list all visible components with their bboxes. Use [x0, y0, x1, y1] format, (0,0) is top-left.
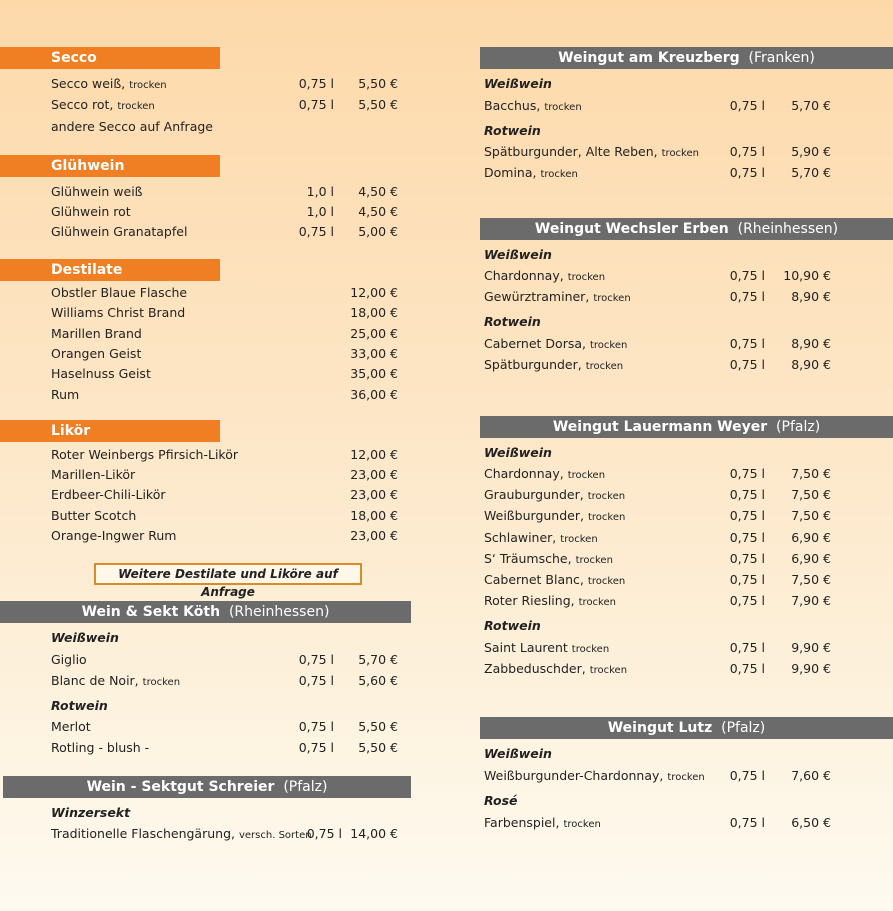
- wine-category: Winzersekt: [51, 805, 131, 820]
- item-name: Secco weiß,: [51, 76, 126, 91]
- producer-name: Weingut Lutz: [607, 720, 713, 736]
- menu-item: [484, 639, 609, 657]
- item-price: 8,90 €: [791, 357, 831, 372]
- producer-region: (Rheinhessen): [220, 604, 330, 620]
- item-note: trocken: [585, 361, 624, 372]
- item-price: 6,90 €: [791, 551, 831, 566]
- item-volume: 1,0 l: [306, 184, 334, 199]
- item-volume: 0,75 l: [729, 530, 765, 545]
- item-name: Domina,: [484, 165, 537, 180]
- menu-item: [51, 75, 167, 93]
- menu-item: [484, 767, 705, 785]
- item-price: 12,00 €: [350, 447, 398, 462]
- item-price: 5,90 €: [791, 144, 831, 159]
- item-volume: 0,75 l: [298, 652, 334, 667]
- item-volume: 0,75 l: [729, 572, 765, 587]
- item-note: trocken: [587, 491, 626, 502]
- item-note: trocken: [661, 148, 699, 159]
- producer-name: Weingut Lauermann Weyer: [552, 419, 768, 435]
- menu-item: [484, 288, 631, 306]
- item-volume: 0,75 l: [729, 815, 765, 830]
- item-volume: 0,75 l: [729, 357, 765, 372]
- item-name: S‘ Träumsche,: [484, 551, 572, 566]
- item-price: 25,00 €: [350, 326, 398, 341]
- producer-region: (Rheinhessen): [728, 221, 839, 237]
- producer-header: [480, 218, 893, 240]
- item-price: 7,50 €: [791, 487, 831, 502]
- item-price: 5,60 €: [358, 673, 398, 688]
- item-note: trocken: [544, 102, 582, 113]
- item-note: trocken: [578, 597, 616, 608]
- producer-header: [480, 416, 893, 438]
- item-note: trocken: [117, 101, 155, 112]
- item-name: Blanc de Noir,: [51, 673, 139, 688]
- item-volume: 0,75 l: [729, 144, 765, 159]
- menu-item: [51, 672, 180, 690]
- wine-category: Rotwein: [51, 698, 108, 713]
- item-name: Farbenspiel,: [484, 815, 560, 830]
- menu-item: [51, 183, 143, 201]
- menu-item: [51, 203, 131, 221]
- item-name: Haselnuss Geist: [51, 366, 151, 381]
- wine-category: Rotwein: [484, 618, 541, 633]
- item-note: trocken: [589, 665, 628, 676]
- item-price: 23,00 €: [350, 467, 398, 482]
- item-volume: 0,75 l: [729, 466, 765, 481]
- item-price: 5,70 €: [358, 652, 398, 667]
- item-name: Gewürztraminer,: [484, 289, 590, 304]
- menu-item: [484, 550, 613, 568]
- item-price: 9,90 €: [791, 661, 831, 676]
- menu-item: [484, 267, 605, 285]
- item-name: Butter Scotch: [51, 508, 137, 523]
- item-note: trocken: [142, 677, 181, 688]
- item-price: 8,90 €: [791, 336, 831, 351]
- producer-region: (Pfalz): [274, 779, 328, 795]
- item-price: 36,00 €: [350, 387, 398, 402]
- item-price: 33,00 €: [350, 346, 398, 361]
- item-price: 5,50 €: [358, 97, 398, 112]
- menu-item: [484, 486, 625, 504]
- item-volume: 0,75 l: [306, 826, 342, 841]
- section-header: Secco: [0, 47, 220, 69]
- item-price: 9,90 €: [791, 640, 831, 655]
- item-volume: 0,75 l: [729, 661, 765, 676]
- menu-item: [51, 96, 155, 114]
- menu-item: [484, 814, 601, 832]
- item-name: Giglio: [51, 652, 87, 667]
- section-header: Destilate: [0, 259, 220, 281]
- menu-item: [51, 386, 79, 404]
- menu-item: [51, 718, 91, 736]
- item-note: trocken: [587, 576, 626, 587]
- item-volume: 0,75 l: [729, 268, 765, 283]
- item-price: 14,00 €: [350, 826, 398, 841]
- wine-category: Rotwein: [484, 123, 541, 138]
- producer-header: [3, 776, 411, 798]
- item-note: versch. Sorten: [238, 830, 312, 841]
- item-volume: 0,75 l: [729, 165, 765, 180]
- producer-name: Weingut am Kreuzberg: [558, 50, 740, 66]
- wine-category: Weißwein: [484, 746, 552, 761]
- menu-item: [484, 335, 627, 353]
- menu-item: [484, 660, 627, 678]
- item-volume: 0,75 l: [298, 76, 334, 91]
- item-name: Orange-Ingwer Rum: [51, 528, 177, 543]
- item-note: trocken: [567, 272, 606, 283]
- item-volume: 0,75 l: [298, 97, 334, 112]
- item-price: 35,00 €: [350, 366, 398, 381]
- item-volume: 0,75 l: [298, 740, 334, 755]
- item-name: Merlot: [51, 719, 91, 734]
- item-note: trocken: [540, 169, 578, 180]
- item-name: Traditionelle Flaschengärung,: [51, 826, 235, 841]
- producer-name: Wein & Sekt Köth: [81, 604, 221, 620]
- producer-region: (Pfalz): [712, 720, 766, 736]
- item-name: Bacchus,: [484, 98, 541, 113]
- producer-header: [480, 717, 893, 739]
- menu-item: [51, 365, 151, 383]
- item-price: 6,50 €: [791, 815, 831, 830]
- item-note: trocken: [560, 534, 598, 545]
- menu-item: [51, 304, 185, 322]
- item-name: Rum: [51, 387, 80, 402]
- item-price: 6,90 €: [791, 530, 831, 545]
- item-price: 7,50 €: [791, 508, 831, 523]
- item-name: Marillen Brand: [51, 326, 142, 341]
- item-price: 5,50 €: [358, 740, 398, 755]
- item-name: Glühwein Granatapfel: [51, 224, 188, 239]
- menu-item: [51, 486, 166, 504]
- item-note: trocken: [129, 80, 167, 91]
- item-note: trocken: [571, 644, 610, 655]
- item-name: Glühwein rot: [51, 204, 131, 219]
- menu-item: [484, 97, 582, 115]
- item-name: Weißburgunder,: [484, 508, 584, 523]
- item-name: Marillen-Likör: [51, 467, 136, 482]
- item-note: trocken: [575, 555, 613, 566]
- item-price: 5,50 €: [358, 719, 398, 734]
- item-note: trocken: [589, 340, 628, 351]
- item-note: trocken: [563, 819, 601, 830]
- item-name: Roter Weinbergs Pfirsich-Likör: [51, 447, 239, 462]
- item-name: Cabernet Dorsa,: [484, 336, 586, 351]
- menu-item: [51, 223, 187, 241]
- item-note: trocken: [593, 293, 631, 304]
- item-price: 5,70 €: [791, 98, 831, 113]
- item-volume: 0,75 l: [729, 768, 765, 783]
- item-volume: 0,75 l: [298, 673, 334, 688]
- item-name: Chardonnay,: [484, 466, 564, 481]
- menu-item: [484, 356, 623, 374]
- item-note: trocken: [567, 470, 606, 481]
- item-price: 5,00 €: [358, 224, 398, 239]
- inquiry-note: Weitere Destilate und Liköre auf Anfrage: [94, 563, 362, 585]
- item-name: Spätburgunder,: [484, 357, 582, 372]
- item-volume: 0,75 l: [729, 336, 765, 351]
- item-volume: 0,75 l: [298, 719, 334, 734]
- menu-item: [51, 739, 149, 757]
- item-name: Chardonnay,: [484, 268, 564, 283]
- item-name: Zabbeduschder,: [484, 661, 586, 676]
- wine-category: Rosé: [484, 793, 518, 808]
- item-price: 5,70 €: [791, 165, 831, 180]
- wine-category: Weißwein: [484, 445, 552, 460]
- menu-item: [51, 345, 141, 363]
- menu-item: [51, 118, 213, 136]
- producer-name: Weingut Wechsler Erben: [534, 221, 729, 237]
- item-volume: 0,75 l: [729, 593, 765, 608]
- item-price: 10,90 €: [783, 268, 831, 283]
- item-name: Weißburgunder-Chardonnay,: [484, 768, 664, 783]
- menu-item: [484, 507, 625, 525]
- item-price: 23,00 €: [350, 487, 398, 502]
- item-name: Erdbeer-Chili-Likör: [51, 487, 166, 502]
- menu-item: [51, 446, 238, 464]
- item-volume: 0,75 l: [298, 224, 334, 239]
- menu-item: [484, 529, 598, 547]
- item-name: Schlawiner,: [484, 530, 557, 545]
- menu-item: [51, 527, 177, 545]
- item-price: 7,50 €: [791, 466, 831, 481]
- item-name: Secco rot,: [51, 97, 114, 112]
- item-price: 4,50 €: [358, 184, 398, 199]
- item-price: 5,50 €: [358, 76, 398, 91]
- item-name: Grauburgunder,: [484, 487, 584, 502]
- producer-name: Wein - Sektgut Schreier: [86, 779, 275, 795]
- item-name: Cabernet Blanc,: [484, 572, 584, 587]
- item-volume: 0,75 l: [729, 508, 765, 523]
- producer-header: [0, 601, 411, 623]
- item-volume: 0,75 l: [729, 640, 765, 655]
- item-note: trocken: [587, 512, 626, 523]
- menu-item: [51, 825, 312, 843]
- producer-region: (Franken): [739, 50, 815, 66]
- menu-item: [51, 284, 187, 302]
- item-volume: 0,75 l: [729, 98, 765, 113]
- item-price: 7,60 €: [791, 768, 831, 783]
- item-name: Orangen Geist: [51, 346, 142, 361]
- item-price: 18,00 €: [350, 305, 398, 320]
- menu-item: [51, 325, 142, 343]
- section-header: Glühwein: [0, 155, 220, 177]
- menu-item: [51, 651, 87, 669]
- menu-item: [484, 465, 605, 483]
- item-name: Williams Christ Brand: [51, 305, 186, 320]
- item-price: 23,00 €: [350, 528, 398, 543]
- producer-region: (Pfalz): [767, 419, 821, 435]
- menu-item: [484, 143, 699, 161]
- item-volume: 0,75 l: [729, 289, 765, 304]
- item-note: trocken: [667, 772, 705, 783]
- item-volume: 1,0 l: [306, 204, 334, 219]
- item-price: 7,50 €: [791, 572, 831, 587]
- item-name: Spätburgunder, Alte Reben,: [484, 144, 658, 159]
- item-price: 4,50 €: [358, 204, 398, 219]
- item-price: 7,90 €: [791, 593, 831, 608]
- menu-item: [51, 466, 135, 484]
- wine-category: Rotwein: [484, 314, 541, 329]
- item-name: Obstler Blaue Flasche: [51, 285, 188, 300]
- item-name: Saint Laurent: [484, 640, 568, 655]
- item-name: Glühwein weiß: [51, 184, 143, 199]
- wine-category: Weißwein: [484, 76, 552, 91]
- wine-category: Weißwein: [484, 247, 552, 262]
- item-price: 12,00 €: [350, 285, 398, 300]
- section-header: Likör: [0, 420, 220, 442]
- producer-header: [480, 47, 893, 69]
- item-price: 18,00 €: [350, 508, 398, 523]
- item-volume: 0,75 l: [729, 551, 765, 566]
- item-name: Rotling - blush -: [51, 740, 150, 755]
- menu-item: [484, 164, 578, 182]
- menu-item: [51, 507, 136, 525]
- item-name: andere Secco auf Anfrage: [51, 119, 213, 134]
- menu-item: [484, 571, 625, 589]
- item-price: 8,90 €: [791, 289, 831, 304]
- item-volume: 0,75 l: [729, 487, 765, 502]
- item-name: Roter Riesling,: [484, 593, 575, 608]
- wine-category: Weißwein: [51, 630, 119, 645]
- menu-item: [484, 592, 616, 610]
